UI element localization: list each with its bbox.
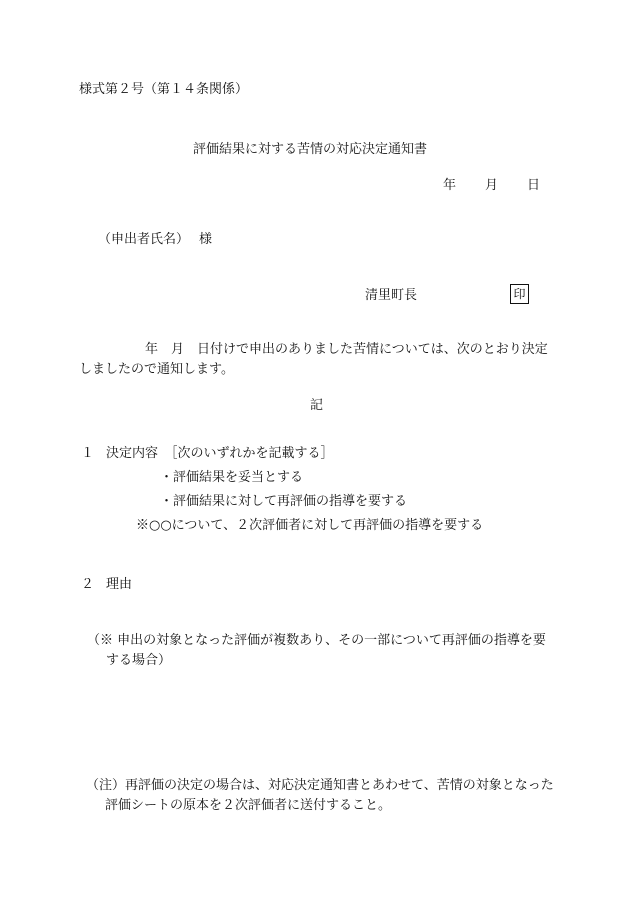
recipient-name: （申出者氏名） xyxy=(98,232,190,247)
section-title: 理由 xyxy=(106,577,133,592)
section-number: ２ xyxy=(81,577,95,592)
reason-note: （※ 申出の対象となった評価が複数あり、その一部について再評価の指導を要する場合） xyxy=(87,633,546,668)
date-month-label: 月 xyxy=(485,178,499,193)
notice-body: 年 月 日付けで申出のありました苦情については、次のとおり決定しましたので通知します。 xyxy=(79,342,548,377)
recipient-honorific: 様 xyxy=(199,232,213,247)
decision-option: ・評価結果に対して再評価の指導を要する xyxy=(160,494,408,509)
date-day-label: 日 xyxy=(527,178,541,193)
decision-option: ※○○について、２次評価者に対して再評価の指導を要する xyxy=(136,518,484,533)
section-title: 決定内容 ［次のいずれかを記載する］ xyxy=(106,446,334,461)
footnote: （注）再評価の決定の場合は、対応決定通知書とあわせて、苦情の対象となった評価シートの原本を２次評価者に送付すること。 xyxy=(86,778,554,813)
date-year-label: 年 xyxy=(443,178,457,193)
decision-option: ・評価結果を妥当とする xyxy=(160,470,304,485)
sender-name: 清里町長 xyxy=(365,288,418,303)
section-number: １ xyxy=(81,446,95,461)
document-title: 評価結果に対する苦情の対応決定通知書 xyxy=(193,142,428,157)
ki-heading: 記 xyxy=(310,398,324,413)
form-number: 様式第２号（第１４条関係） xyxy=(79,82,249,97)
seal-stamp: 印 xyxy=(510,284,529,304)
